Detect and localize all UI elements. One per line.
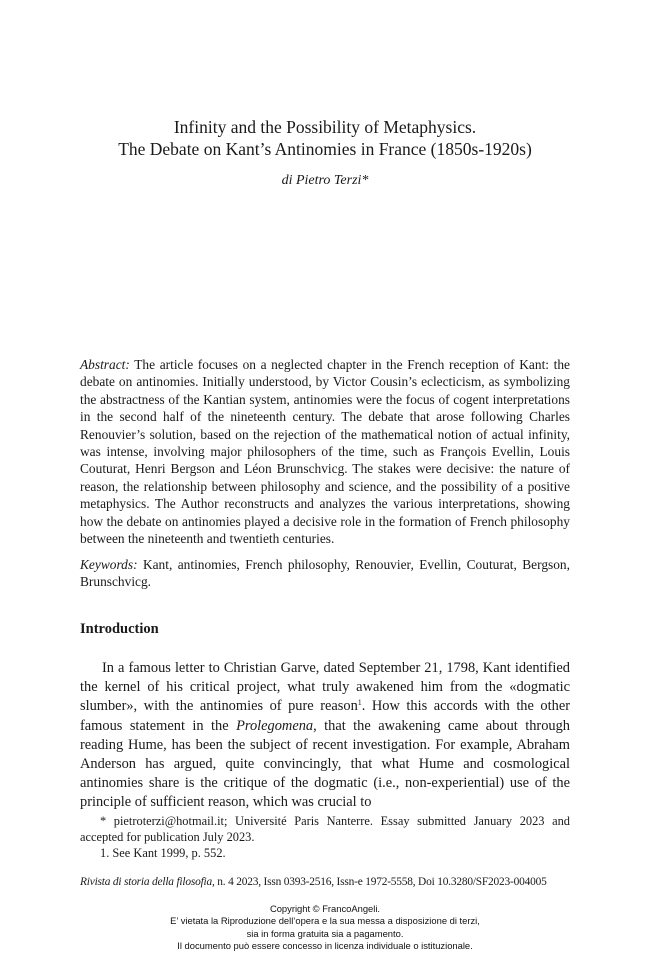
footnote-reference[interactable]: 1 [357, 698, 362, 708]
body-text-part-3: , that the awakening came about through reading Hume, has been the subject of recent investigation. For example, Abraham Anderson has argued, quite convincingly, that what Hume and cosmological antinomies share is the critique of the dogmatic (i.e., non-experiential) use of the principle of sufficient reason, which was crucial to [80, 717, 570, 811]
copyright-line-1: Copyright © FrancoAngeli. [269, 903, 381, 914]
abstract-label: Abstract: [80, 357, 130, 372]
copyright-line-2: E’ vietata la Riproduzione dell’opera e la sua messa a disposizione di terzi, [170, 915, 480, 927]
copyright-line-3: sia in forma gratuita sia a pagamento. [246, 927, 404, 939]
footnote-1: 1. See Kant 1999, p. 552. [100, 846, 226, 860]
journal-details: , n. 4 2023, Issn 0393-2516, Issn-e 1972-5558, Doi 10.3280/SF2023-004005 [212, 876, 547, 888]
journal-citation [80, 876, 580, 888]
copyright-notice [0, 903, 650, 953]
footnote-author: * pietroterzi@hotmail.it; Université Paris Nanterre. Essay submitted January 2023 and accepted for publication July 2023. [80, 814, 570, 844]
article-title-line-1: Infinity and the Possibility of Metaphysics. [173, 117, 477, 137]
journal-name: Rivista di storia della filosofia [80, 876, 212, 888]
footnotes [80, 813, 570, 861]
body-text-part-2: . How this accords with the other famous statement in the [80, 698, 570, 734]
keywords [80, 556, 570, 591]
abstract [80, 356, 570, 547]
section-heading: Introduction [80, 621, 159, 637]
article-title [0, 116, 650, 160]
body-text-part-1: In a famous letter to Christian Garve, dated September 21, 1798, Kant identified the kernel of his critical project, what truly awakened him from the «dogmatic slumber», with the antinomies of pure reason [80, 660, 570, 715]
body-italic-title: Prolegomena [236, 717, 314, 734]
article-title-line-2: The Debate on Kant’s Antinomies in France (1850s-1920s) [118, 139, 532, 159]
abstract-text: The article focuses on a neglected chapter in the French reception of Kant: the debate on antinomies. Initially understood, by Victor Cousin’s eclecticism, as symbolizing the abstractness of the Kantian system, antinomies were the focus of cogent interpretations in the second half of the nineteenth century. The debate that arose following Charles Renouvier’s solution, based on the rejection of the mathematical notion of actual infinity, was intense, involving major philosophers of the time, such as François Evellin, Louis Couturat, Henri Bergson and Léon Brunschvicg. The stakes were decisive: the nature of reason, the relationship between philosophy and science, and the possibility of a positive metaphysics. The Author reconstructs and analyzes the various interpretations, showing how the debate on antinomies played a decisive role in the formation of French philosophy between the nineteenth and twentieth centuries. [80, 357, 570, 547]
copyright-line-4: Il documento può essere concesso in licenza individuale o istituzionale. [177, 940, 473, 952]
author-line: di Pietro Terzi* [281, 173, 369, 188]
body-paragraph [80, 659, 570, 813]
keywords-text: Kant, antinomies, French philosophy, Renouvier, Evellin, Couturat, Bergson, Brunschvicg. [80, 557, 570, 590]
keywords-label: Keywords: [80, 557, 138, 572]
